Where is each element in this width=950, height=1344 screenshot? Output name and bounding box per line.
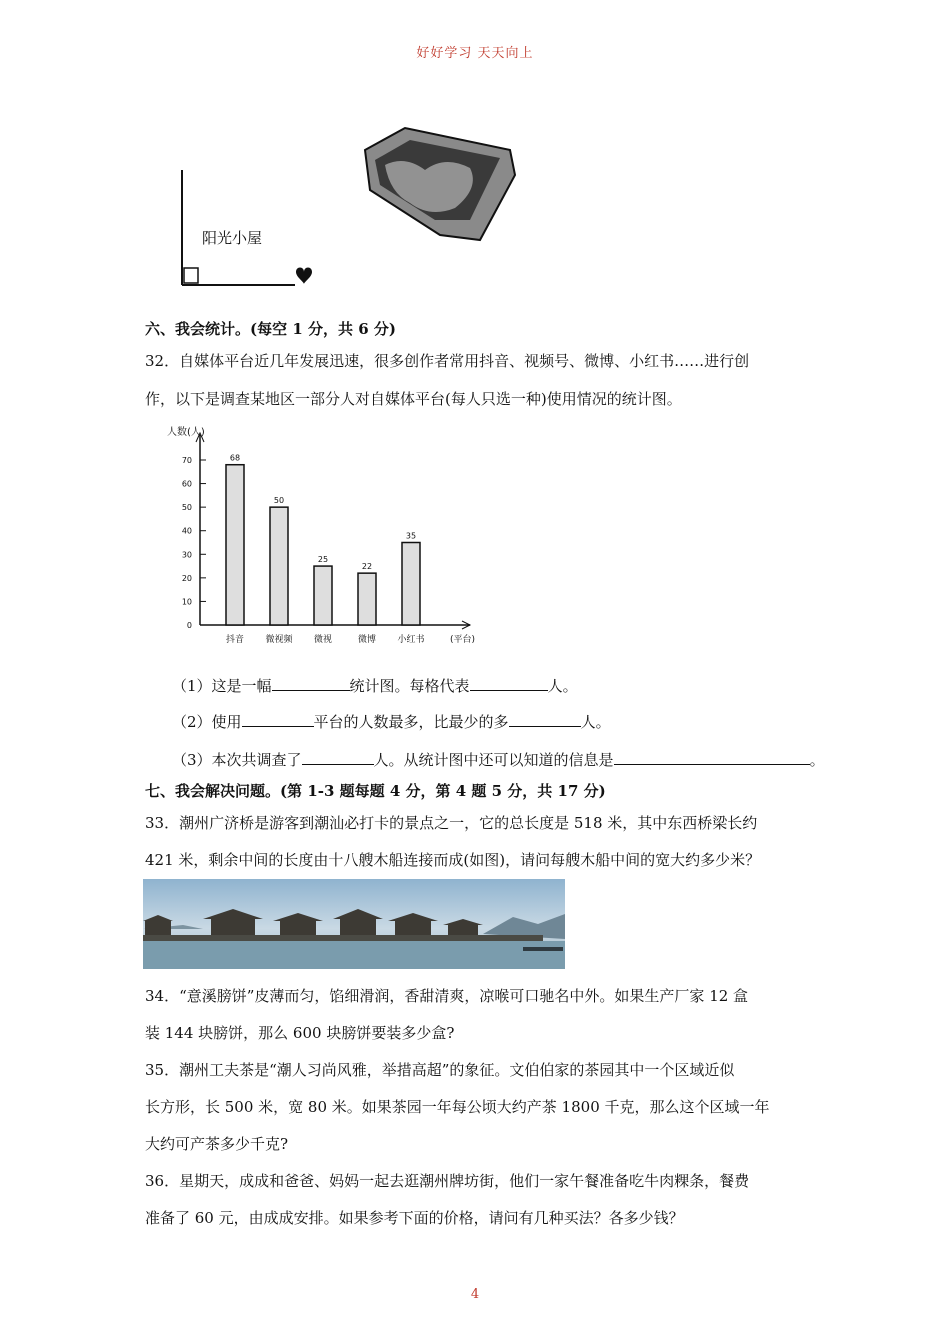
bar-value-label: 50: [273, 496, 285, 506]
question-35-line-3: 大约可产茶多少千克?: [145, 1135, 289, 1153]
answer-blank[interactable]: [470, 676, 548, 691]
bar: [358, 573, 376, 625]
bar-value-label: 22: [361, 562, 373, 572]
y-tick-label: 60: [181, 479, 192, 489]
answer-blank[interactable]: [242, 712, 314, 727]
question-34-line-1: 34．“意溪膀饼”皮薄而匀，馅细滑润，香甜清爽，凉喉可口驰名中外。如果生产厂家 12 盒: [145, 987, 749, 1005]
section-6-title: 六、我会统计。(每空 1 分，共 6 分): [145, 320, 396, 338]
question-33-line-2: 421 米，剩余中间的长度由十八艘木船连接而成(如图)，请问每艘木船中间的宽大约多少米？: [145, 851, 761, 869]
bush-icon: [365, 128, 515, 240]
answer-blank[interactable]: [614, 750, 810, 765]
y-tick-label: 30: [181, 550, 192, 560]
sub-3-text-b: 人。从统计图中还可以知道的信息是: [373, 751, 614, 769]
sub-2-text-c: 人。: [580, 713, 611, 731]
sub-2-text-b: 平台的人数最多，比最少的多: [313, 713, 509, 731]
bar-value-label: 35: [405, 531, 417, 541]
sub-1-text-a: （1）这是一幅: [172, 677, 272, 695]
x-tick-label: 微博: [357, 635, 377, 645]
x-tick-label: 小红书: [397, 635, 425, 645]
y-tick-label: 0: [186, 621, 192, 630]
x-tick-label: 抖音: [225, 635, 245, 645]
platform-usage-bar-chart: [165, 420, 495, 655]
y-tick-label: 20: [181, 573, 192, 583]
bar: [314, 566, 332, 625]
question-33-line-1: 33．潮州广济桥是游客到潮汕必打卡的景点之一，它的总长度是 518 米，其中东西桥梁长约: [145, 814, 758, 832]
sub-2-text-a: （2）使用: [172, 713, 242, 731]
house-diagram-figure: [170, 120, 530, 300]
house-label: 阳光小屋: [202, 229, 263, 247]
bar: [402, 543, 420, 626]
sub-3-text-c: 。: [809, 751, 825, 769]
answer-blank[interactable]: [302, 750, 374, 765]
x-tick-label: 微视频: [265, 635, 293, 645]
question-36-line-1: 36．星期天，成成和爸爸、妈妈一起去逛潮州牌坊街，他们一家午餐准备吃牛肉粿条，餐费: [145, 1172, 750, 1190]
bar: [270, 507, 288, 625]
bridge-photo: [143, 879, 565, 969]
y-axis-label: 人数(人): [167, 427, 205, 438]
question-35-line-2: 长方形，长 500 米，宽 80 米。如果茶园一年每公顷大约产茶 1800 千克，那么这个区域一年: [145, 1098, 770, 1116]
x-tick-label: 微视: [313, 635, 333, 645]
question-32-line-2: 作，以下是调查某地区一部分人对自媒体平台(每人只选一种)使用情况的统计图。: [145, 390, 682, 408]
question-32-sub-3: [172, 749, 825, 770]
question-32-sub-1: [172, 675, 578, 696]
y-tick-label: 10: [181, 597, 192, 607]
x-axis-label: (平台): [450, 635, 476, 645]
bar-value-label: 68: [229, 453, 241, 463]
question-35-line-1: 35．潮州工夫茶是“潮人习尚风雅，举措高超”的象征。文伯伯家的茶园其中一个区域近似: [145, 1061, 735, 1079]
question-34-line-2: 装 144 块膀饼，那么 600 块膀饼要装多少盒?: [145, 1024, 455, 1042]
answer-blank[interactable]: [509, 712, 581, 727]
bar: [226, 465, 244, 625]
section-7-title: 七、我会解决问题。(第 1-3 题每题 4 分，第 4 题 5 分，共 17 分): [145, 782, 606, 800]
y-tick-label: 40: [181, 526, 192, 536]
y-tick-label: 70: [181, 456, 192, 465]
page-number: 4: [470, 1287, 480, 1302]
page-header: 好好学习 天天向上: [416, 46, 534, 61]
question-36-line-2: 准备了 60 元，由成成安排。如果参考下面的价格，请问有几种买法？各多少钱？: [145, 1209, 684, 1227]
house-outline: [182, 170, 295, 285]
y-tick-label: 50: [181, 503, 192, 513]
answer-blank[interactable]: [272, 676, 350, 691]
sub-3-text-a: （3）本次共调查了: [172, 751, 302, 769]
heart-icon: [296, 268, 312, 285]
sub-1-text-c: 人。: [547, 677, 578, 695]
sub-1-text-b: 统计图。每格代表: [349, 677, 470, 695]
question-32-line-1: 32．自媒体平台近几年发展迅速，很多创作者常用抖音、视频号、微博、小红书……进行创: [145, 352, 750, 370]
question-32-sub-2: [172, 711, 611, 732]
bar-value-label: 25: [317, 555, 329, 565]
